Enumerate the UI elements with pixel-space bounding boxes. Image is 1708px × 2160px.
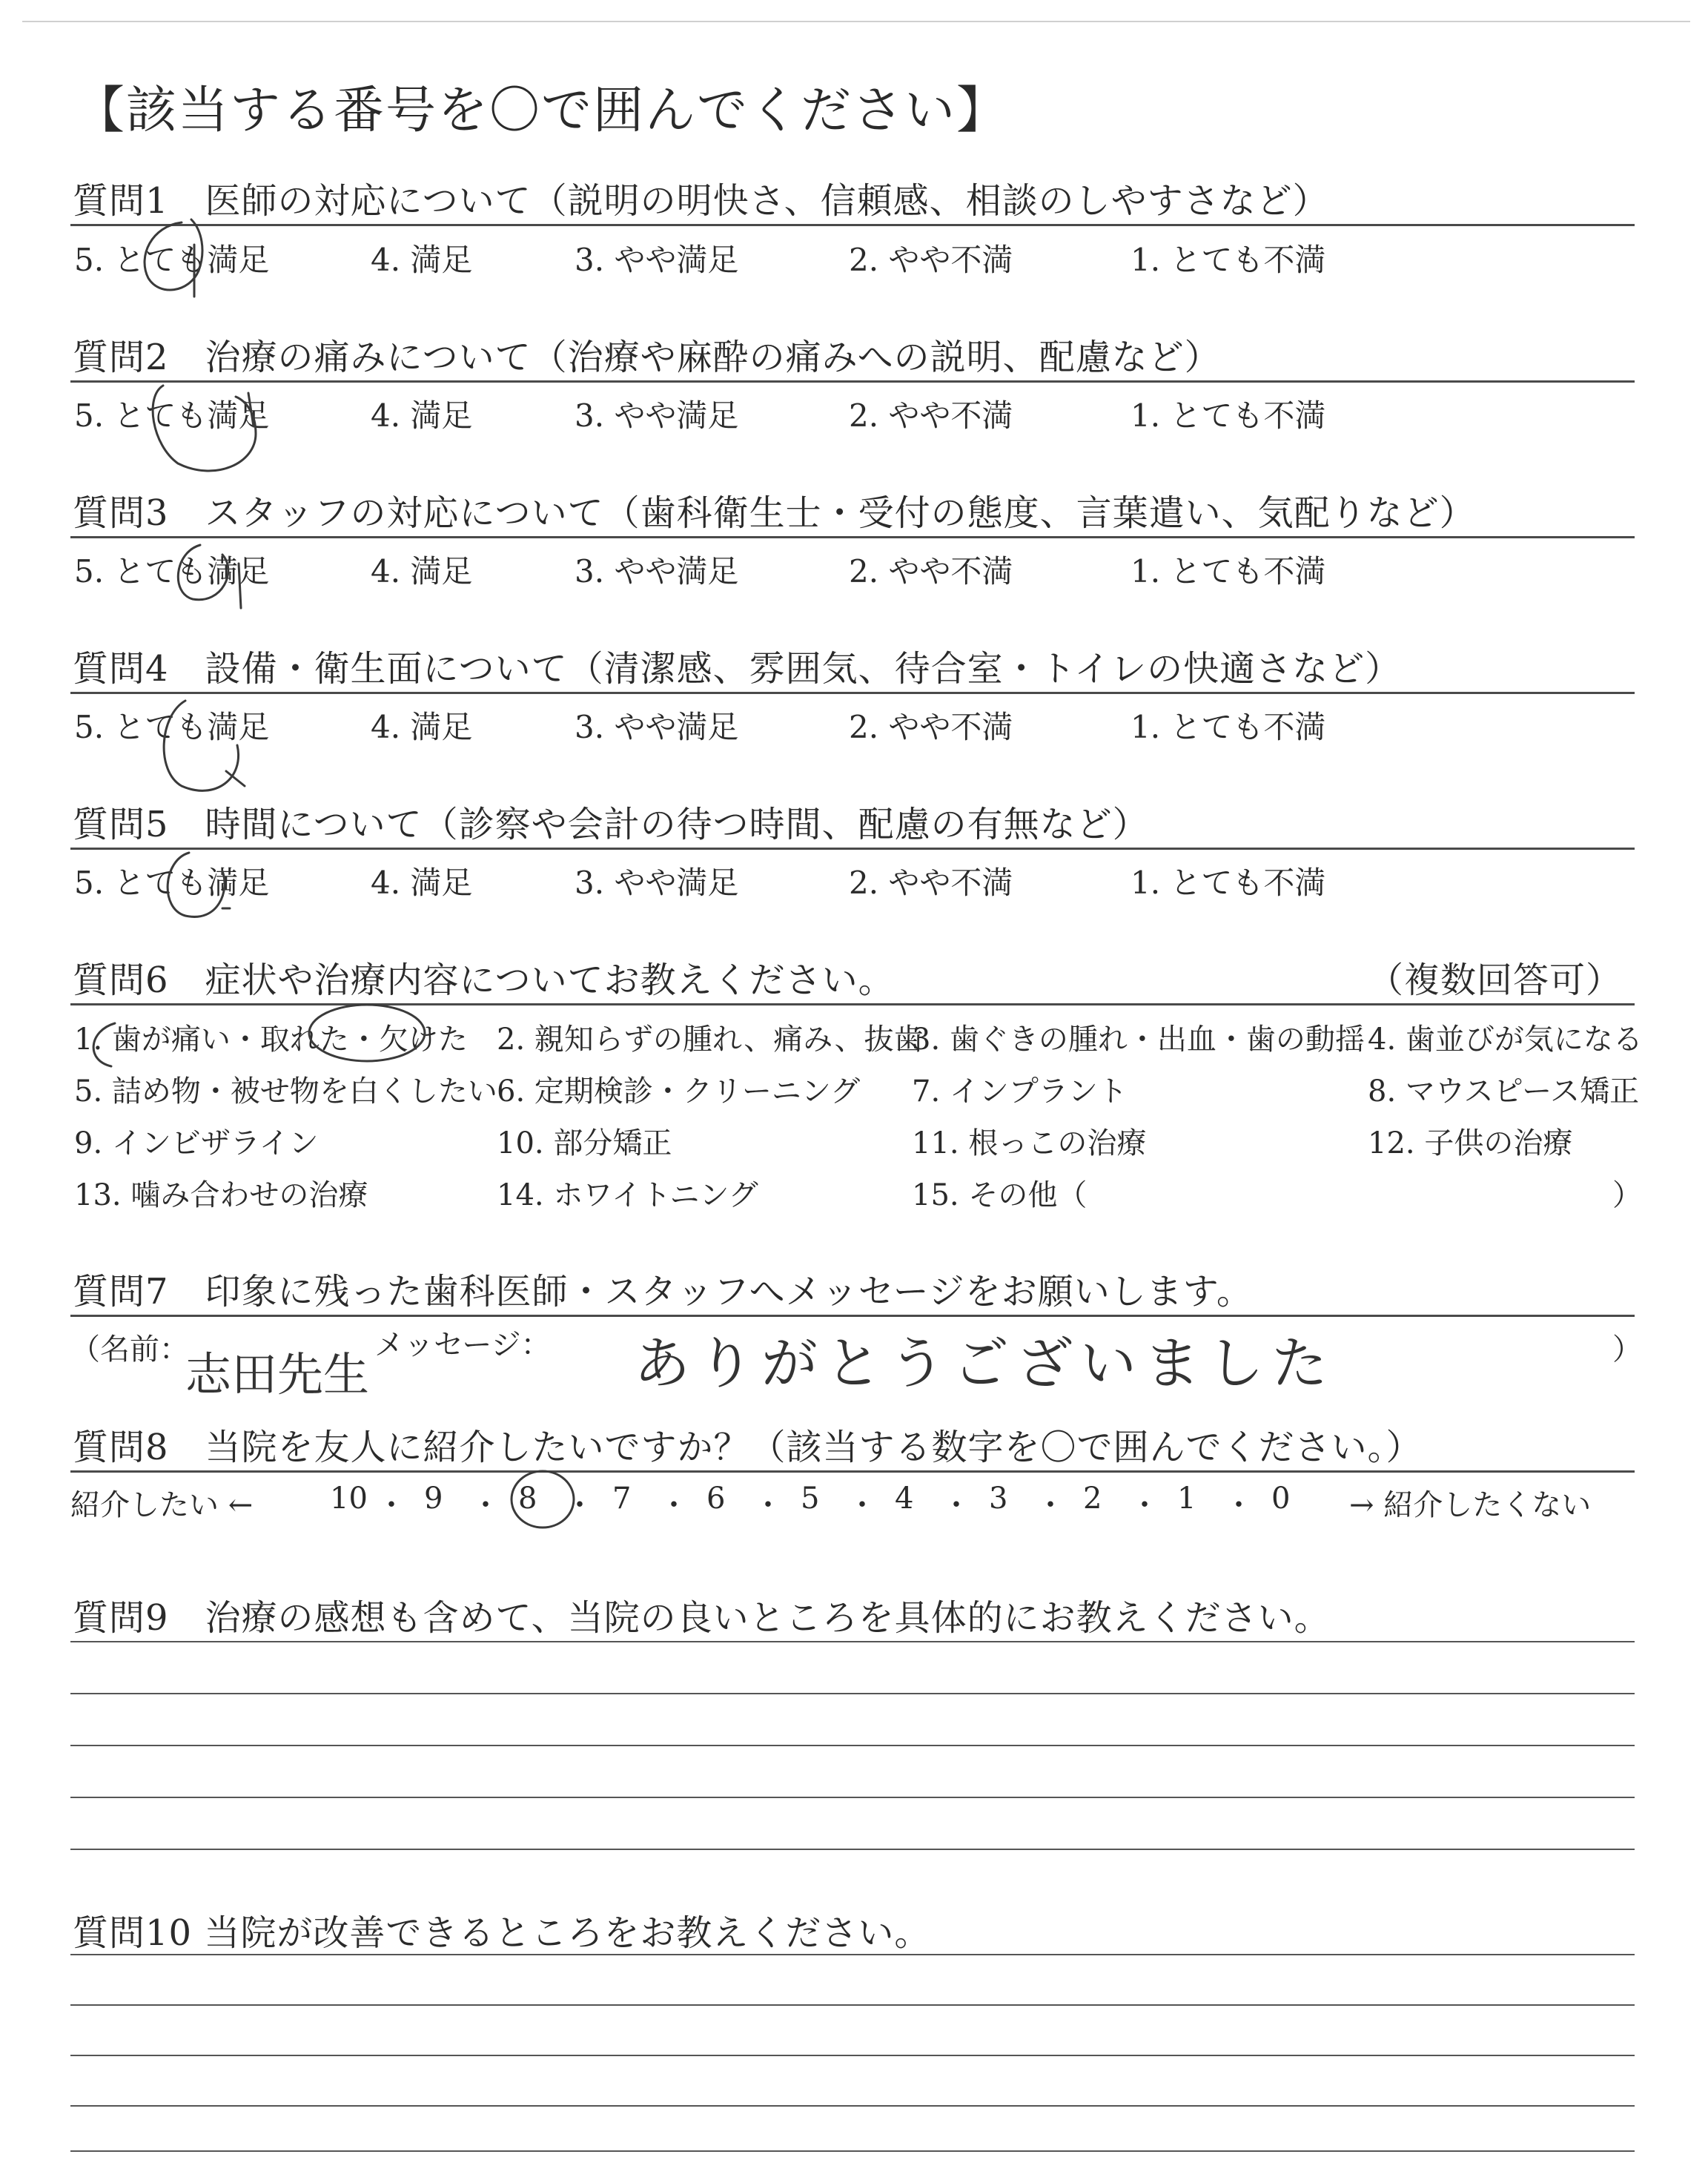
question-6-title: 質問6 症状や治療内容についてお教えください。 — [73, 960, 895, 1001]
writing-line — [70, 1745, 1635, 1746]
question-7-title: 質問7 印象に残った歯科医師・スタッフへメッセージをお願いします。 — [73, 1271, 1253, 1312]
q6-item-12[interactable]: 12. 子供の治療 — [1368, 1126, 1573, 1160]
q4-option-5[interactable]: 5. とても満足 — [74, 709, 270, 745]
q7-name-label: （名前： — [70, 1332, 189, 1367]
q8-scale-separator: ・ — [753, 1488, 783, 1522]
q8-scale-separator: ・ — [1130, 1488, 1159, 1522]
q4-option-3[interactable]: 3. やや満足 — [575, 709, 739, 745]
divider — [70, 380, 1635, 383]
q2-option-4[interactable]: 4. 満足 — [371, 397, 473, 434]
writing-line — [70, 2105, 1635, 2107]
question-4-title: 質問4 設備・衛生面について（清潔感、雰囲気、待合室・トイレの快適さなど） — [73, 648, 1402, 690]
q5-option-5[interactable]: 5. とても満足 — [74, 865, 270, 901]
q6-item-14[interactable]: 14. ホワイトニング — [497, 1178, 758, 1212]
q8-scale-number[interactable]: 6 — [706, 1482, 726, 1516]
q3-option-4[interactable]: 4. 満足 — [371, 553, 473, 589]
q8-left-label: 紹介したい ← — [70, 1488, 254, 1522]
writing-line — [70, 1693, 1635, 1694]
question-8-title: 質問8 当院を友人に紹介したいですか？（該当する数字を〇で囲んでください。） — [73, 1427, 1423, 1468]
q4-option-2[interactable]: 2. やや不満 — [849, 709, 1013, 745]
form-title: 【該当する番号を〇で囲んでください】 — [74, 82, 1009, 140]
writing-line — [70, 1849, 1635, 1850]
q8-scale-number[interactable]: 1 — [1177, 1482, 1196, 1516]
q6-item-9[interactable]: 9. インビザライン — [74, 1126, 319, 1160]
q8-scale-number[interactable]: 3 — [989, 1482, 1008, 1516]
q2-option-2[interactable]: 2. やや不満 — [849, 397, 1013, 434]
q8-scale-separator: ・ — [471, 1488, 500, 1522]
q3-option-1[interactable]: 1. とても不満 — [1131, 553, 1326, 589]
writing-line — [70, 1954, 1635, 1955]
writing-line — [70, 2055, 1635, 2056]
q2-option-1[interactable]: 1. とても不満 — [1131, 397, 1326, 434]
divider — [70, 1470, 1635, 1473]
q6-item-11[interactable]: 11. 根っこの治療 — [912, 1126, 1147, 1160]
q8-scale-number[interactable]: 9 — [424, 1482, 443, 1516]
q7-message-label: メッセージ： — [374, 1328, 551, 1362]
q6-item-5[interactable]: 5. 詰め物・被せ物を白くしたい — [74, 1074, 497, 1109]
q5-option-1[interactable]: 1. とても不満 — [1131, 865, 1326, 901]
q8-scale-separator: ・ — [1036, 1488, 1065, 1522]
q5-option-4[interactable]: 4. 満足 — [371, 865, 473, 901]
divider — [70, 1315, 1635, 1317]
writing-line — [70, 2150, 1635, 2152]
q2-option-5[interactable]: 5. とても満足 — [74, 397, 270, 434]
q5-option-2[interactable]: 2. やや不満 — [849, 865, 1013, 901]
q8-scale-separator: ・ — [565, 1488, 595, 1522]
divider — [70, 536, 1635, 538]
q1-option-1[interactable]: 1. とても不満 — [1131, 242, 1326, 278]
q8-scale-separator: ・ — [659, 1488, 689, 1522]
q4-option-4[interactable]: 4. 満足 — [371, 709, 473, 745]
q1-option-5[interactable]: 5. とても満足 — [74, 242, 270, 278]
q8-scale-number[interactable]: 2 — [1083, 1482, 1102, 1516]
question-1-title: 質問1 医師の対応について（説明の明快さ、信頼感、相談のしやすさなど） — [73, 180, 1329, 222]
q8-scale-number[interactable]: 4 — [895, 1482, 914, 1516]
q8-scale-separator: ・ — [377, 1488, 406, 1522]
divider — [70, 692, 1635, 694]
q8-scale-separator: ・ — [941, 1488, 971, 1522]
q8-scale-number[interactable]: 7 — [612, 1482, 632, 1516]
q5-option-3[interactable]: 3. やや満足 — [575, 865, 739, 901]
question-3-title: 質問3 スタッフの対応について（歯科衛生士・受付の態度、言葉遣い、気配りなど） — [73, 492, 1476, 534]
q6-item-2[interactable]: 2. 親知らずの腫れ、痛み、抜歯 — [497, 1023, 924, 1057]
writing-line — [70, 1641, 1635, 1642]
question-9-title: 質問9 治療の感想も含めて、当院の良いところを具体的にお教えください。 — [73, 1597, 1331, 1639]
q8-scale-number[interactable]: 10 — [330, 1482, 368, 1516]
scan-edge — [22, 21, 1690, 22]
q6-item-10[interactable]: 10. 部分矯正 — [497, 1126, 672, 1160]
q8-scale-number[interactable]: 8 — [518, 1482, 537, 1516]
handwritten-name: 志田先生 — [185, 1347, 370, 1401]
divider — [70, 224, 1635, 226]
q6-item-8[interactable]: 8. マウスピース矯正 — [1368, 1074, 1640, 1109]
q6-item-4[interactable]: 4. 歯並びが気になる — [1368, 1023, 1643, 1057]
q2-option-3[interactable]: 3. やや満足 — [575, 397, 739, 434]
q4-option-1[interactable]: 1. とても不満 — [1131, 709, 1326, 745]
q8-right-label: → 紹介したくない — [1349, 1488, 1592, 1522]
q6-item-7[interactable]: 7. インプラント — [912, 1074, 1128, 1109]
q7-close-paren: ） — [1612, 1332, 1642, 1367]
question-5-title: 質問5 時間について（診察や会計の待つ時間、配慮の有無など） — [73, 804, 1149, 845]
divider — [70, 1003, 1635, 1005]
handwritten-message: ありがとうございました — [634, 1330, 1335, 1396]
writing-line — [70, 2004, 1635, 2006]
q6-item-6[interactable]: 6. 定期検診・クリーニング — [497, 1074, 861, 1109]
q3-option-3[interactable]: 3. やや満足 — [575, 553, 739, 589]
q6-item-1[interactable]: 1. 歯が痛い・取れた・欠けた — [74, 1023, 468, 1057]
q3-option-5[interactable]: 5. とても満足 — [74, 553, 270, 589]
q6-other-close-paren: ） — [1612, 1178, 1642, 1212]
q6-item-3[interactable]: 3. 歯ぐきの腫れ・出血・歯の動揺 — [912, 1023, 1365, 1057]
q1-option-4[interactable]: 4. 満足 — [371, 242, 473, 278]
q1-option-2[interactable]: 2. やや不満 — [849, 242, 1013, 278]
q8-scale-separator: ・ — [1224, 1488, 1254, 1522]
q3-option-2[interactable]: 2. やや不満 — [849, 553, 1013, 589]
q1-option-3[interactable]: 3. やや満足 — [575, 242, 739, 278]
question-2-title: 質問2 治療の痛みについて（治療や麻酔の痛みへの説明、配慮など） — [73, 337, 1221, 378]
q6-item-15-other[interactable]: 15. その他（ — [912, 1178, 1088, 1212]
question-10-title: 質問10 当院が改善できるところをお教えください。 — [73, 1912, 931, 1954]
divider — [70, 848, 1635, 850]
q6-multiple-answers-note: （複数回答可） — [1368, 960, 1623, 1001]
writing-line — [70, 1797, 1635, 1798]
q6-item-13[interactable]: 13. 噛み合わせの治療 — [74, 1178, 368, 1212]
q8-scale-number[interactable]: 5 — [801, 1482, 820, 1516]
q8-scale-number[interactable]: 0 — [1271, 1482, 1291, 1516]
q8-scale-separator: ・ — [847, 1488, 877, 1522]
